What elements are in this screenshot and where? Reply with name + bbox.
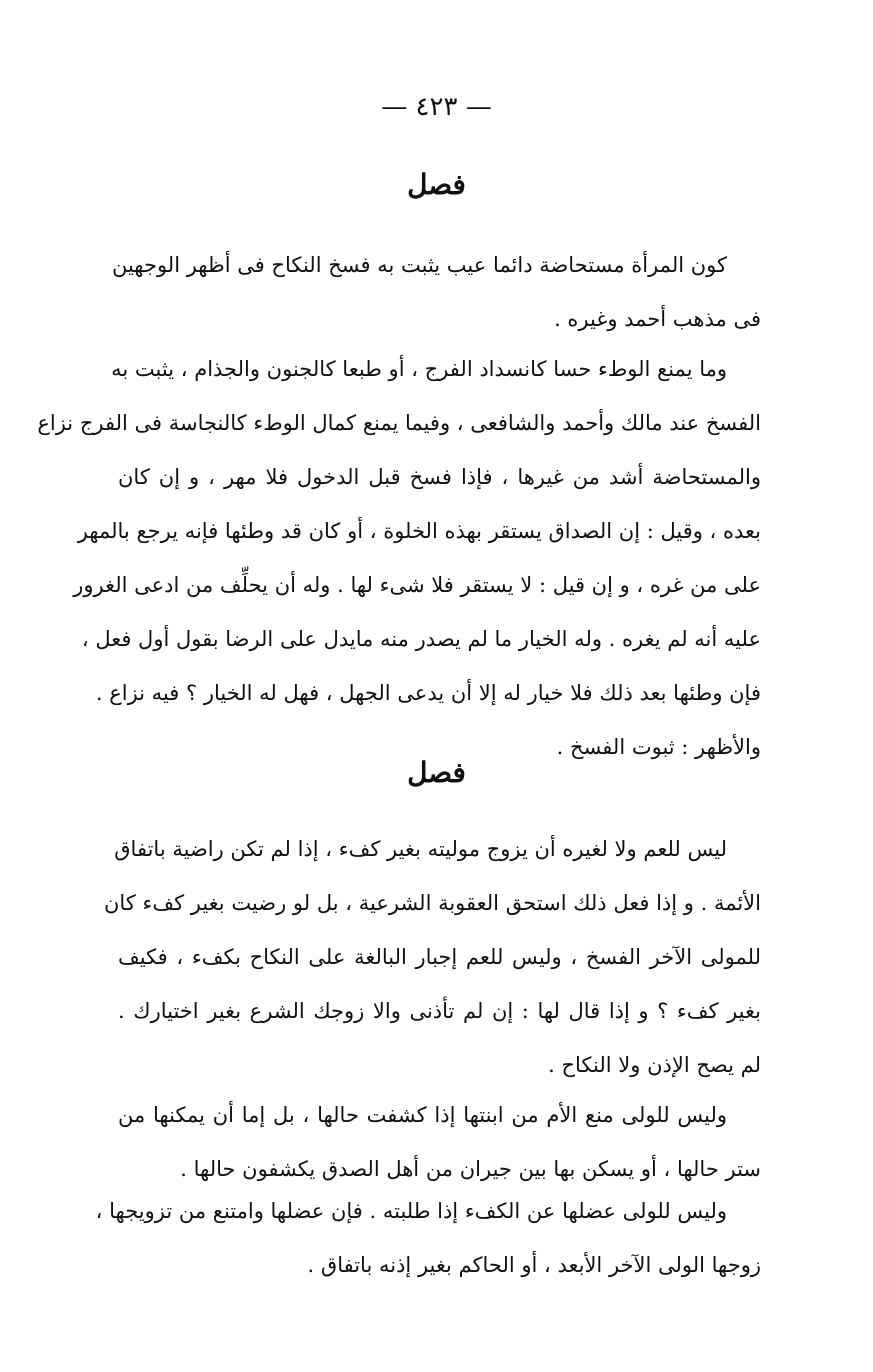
paragraph <box>95 1184 761 1292</box>
text-line: على من غره ، و إن قيل : لا يستقر فلا شىء لها . وله أن يحلِّف من ادعى الغرور <box>73 573 761 597</box>
paragraph <box>37 342 761 774</box>
text-line: كون المرأة مستحاضة دائما عيب يثبت به فسخ النكاح فى أظهر الوجهين <box>111 253 727 277</box>
text-line: والأظهر : ثبوت الفسخ . <box>556 735 761 759</box>
paragraph <box>118 1088 761 1196</box>
page-number: — ٤٢٣ — <box>381 92 492 122</box>
section-title: فصل <box>407 756 466 789</box>
text-line: بعده ، وقيل : إن الصداق يستقر بهذه الخلوة ، أو كان قد وطئها فإنه يرجع بالمهر <box>77 519 761 543</box>
paragraph <box>103 822 761 1092</box>
paragraph <box>111 238 761 346</box>
text-line: لم يصح الإذن ولا النكاح . <box>548 1053 761 1077</box>
text-line: وما يمنع الوطء حسا كانسداد الفرج ، أو طبعا كالجنون والجذام ، يثبت به <box>111 357 727 381</box>
section-title: فصل <box>407 168 466 201</box>
text-line: عليه أنه لم يغره . وله الخيار ما لم يصدر منه مايدل على الرضا بقول أول فعل ، <box>81 627 761 651</box>
text-line: وليس للولى منع الأم من ابنتها إذا كشفت حالها ، بل إما أن يمكنها من <box>118 1103 727 1127</box>
text-line: والمستحاضة أشد من غيرها ، فإذا فسخ قبل الدخول فلا مهر ، و إن كان <box>118 465 761 489</box>
text-line: زوجها الولى الآخر الأبعد ، أو الحاكم بغير إذنه باتفاق . <box>307 1253 761 1277</box>
text-line: للمولى الآخر الفسخ ، وليس للعم إجبار البالغة على النكاح بكفء ، فكيف <box>118 945 761 969</box>
text-line: الأئمة . و إذا فعل ذلك استحق العقوبة الشرعية ، بل لو رضيت بغير كفء كان <box>103 891 761 915</box>
text-line: ليس للعم ولا لغيره أن يزوج موليته بغير كفء ، إذا لم تكن راضية باتفاق <box>114 837 727 861</box>
text-line: الفسخ عند مالك وأحمد والشافعى ، وفيما يمنع كمال الوطء كالنجاسة فى الفرج نزاع <box>37 411 761 435</box>
text-line: ستر حالها ، أو يسكن بها بين جيران من أهل الصدق يكشفون حالها . <box>180 1157 761 1181</box>
text-line: فى مذهب أحمد وغيره . <box>554 307 761 331</box>
text-line: بغير كفء ؟ و إذا قال لها : إن لم تأذنى والا زوجك الشرع بغير اختيارك . <box>118 999 761 1023</box>
text-line: وليس للولى عضلها عن الكفء إذا طلبته . فإن عضلها وامتنع من تزويجها ، <box>95 1199 727 1223</box>
text-line: فإن وطئها بعد ذلك فلا خيار له إلا أن يدعى الجهل ، فهل له الخيار ؟ فيه نزاع . <box>95 681 761 705</box>
